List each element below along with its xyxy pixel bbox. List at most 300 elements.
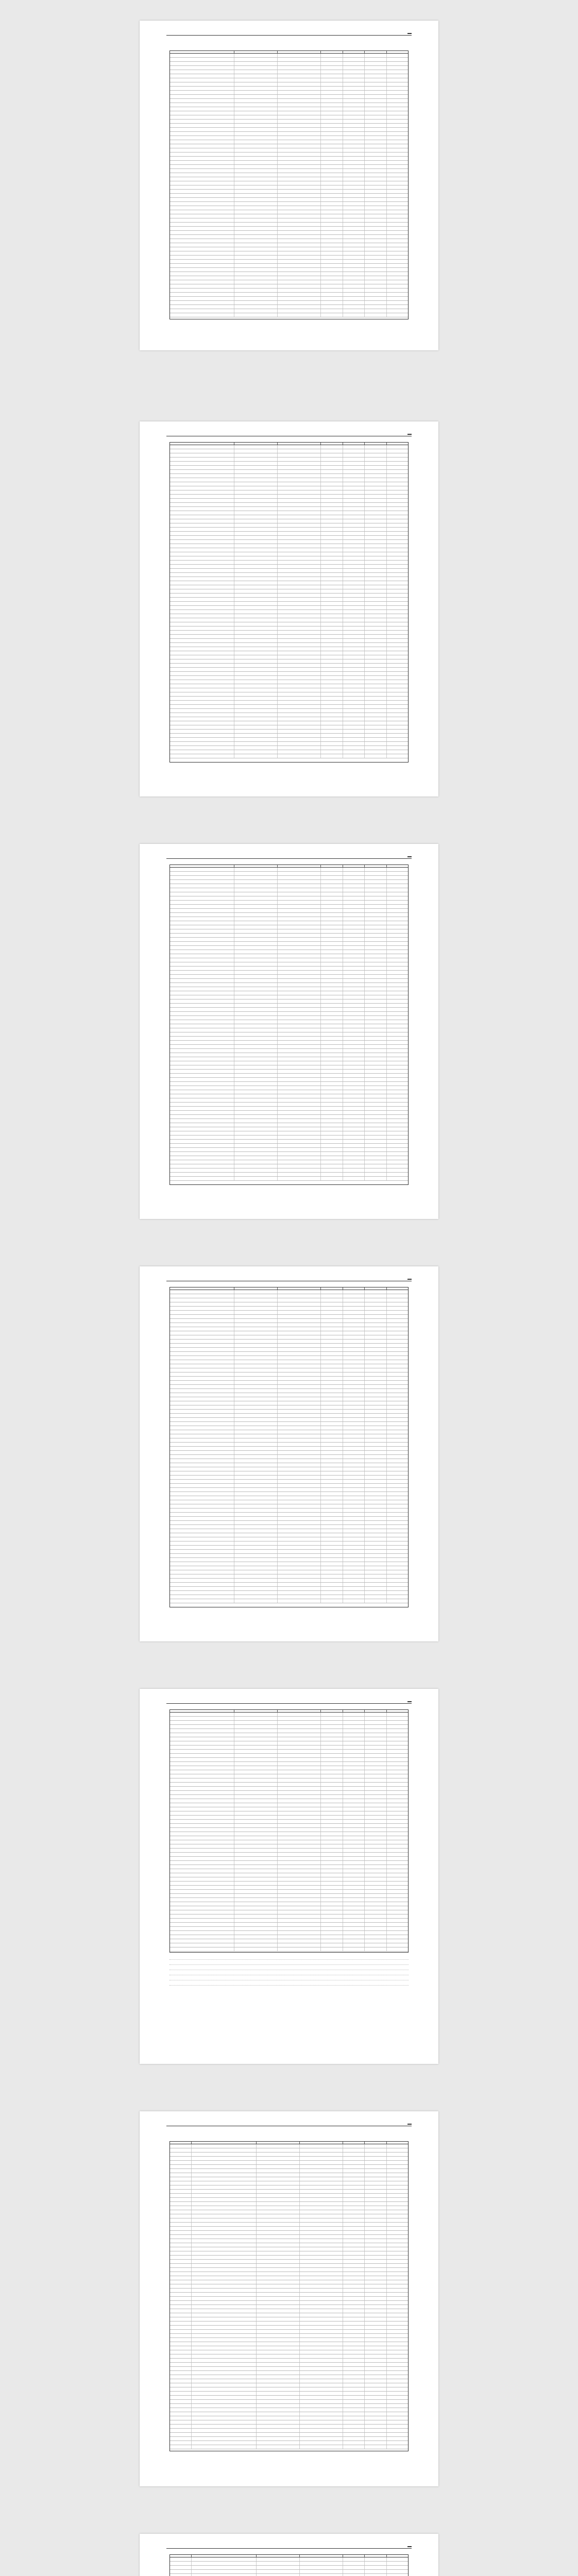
table-cell bbox=[387, 1537, 408, 1541]
table-row bbox=[170, 1049, 408, 1053]
table-cell bbox=[365, 2363, 386, 2366]
price-table bbox=[169, 2141, 409, 2451]
table-cell bbox=[278, 1783, 321, 1786]
table-row bbox=[170, 1418, 408, 1422]
table-cell bbox=[387, 2379, 408, 2383]
table-cell bbox=[170, 697, 234, 700]
table-cell bbox=[170, 1045, 234, 1048]
table-cell bbox=[257, 2566, 300, 2569]
table-cell bbox=[170, 1857, 234, 1860]
table-row bbox=[170, 2321, 408, 2326]
table-cell bbox=[321, 581, 343, 585]
table-cell bbox=[170, 565, 234, 568]
table-cell bbox=[343, 2313, 365, 2317]
table-cell bbox=[170, 503, 234, 506]
table-cell bbox=[343, 958, 365, 962]
table-cell bbox=[234, 1849, 278, 1852]
table-cell bbox=[343, 1500, 365, 1504]
table-row bbox=[170, 1331, 408, 1335]
table-cell bbox=[343, 651, 365, 655]
table-cell bbox=[387, 256, 408, 259]
table-cell bbox=[234, 971, 278, 974]
table-cell bbox=[234, 115, 278, 119]
table-cell bbox=[343, 1156, 365, 1160]
table-cell bbox=[321, 1041, 343, 1044]
table-cell bbox=[170, 482, 234, 486]
table-row bbox=[170, 709, 408, 713]
table-cell bbox=[192, 2354, 256, 2358]
table-cell bbox=[387, 1372, 408, 1376]
table-cell bbox=[365, 1119, 386, 1123]
table-row bbox=[170, 1517, 408, 1521]
table-row bbox=[170, 1476, 408, 1480]
table-cell bbox=[365, 1873, 386, 1877]
table-cell bbox=[343, 1327, 365, 1331]
table-cell bbox=[387, 276, 408, 280]
table-cell bbox=[170, 1319, 234, 1323]
table-cell bbox=[321, 264, 343, 267]
table-cell bbox=[365, 140, 386, 144]
table-cell bbox=[170, 1919, 234, 1922]
table-cell bbox=[278, 256, 321, 259]
table-cell bbox=[387, 2190, 408, 2193]
table-cell bbox=[234, 692, 278, 696]
table-cell bbox=[321, 1111, 343, 1114]
table-cell bbox=[343, 1787, 365, 1790]
table-cell bbox=[387, 120, 408, 123]
table-cell bbox=[321, 598, 343, 601]
table-cell bbox=[170, 602, 234, 605]
table-row bbox=[170, 2260, 408, 2264]
table-cell bbox=[365, 643, 386, 647]
table-cell bbox=[170, 1770, 234, 1774]
table-cell bbox=[170, 639, 234, 642]
table-cell bbox=[300, 2293, 343, 2296]
table-cell bbox=[387, 2354, 408, 2358]
table-cell bbox=[365, 1919, 386, 1922]
table-cell bbox=[321, 569, 343, 572]
table-cell bbox=[321, 1869, 343, 1873]
table-cell bbox=[170, 210, 234, 214]
table-cell bbox=[234, 1119, 278, 1123]
table-cell bbox=[387, 1795, 408, 1799]
table-row bbox=[170, 1119, 408, 1123]
table-row bbox=[170, 1148, 408, 1152]
table-cell bbox=[278, 1302, 321, 1306]
table-cell bbox=[278, 1311, 321, 1314]
table-cell bbox=[234, 1476, 278, 1479]
table-cell bbox=[321, 1090, 343, 1094]
table-cell bbox=[170, 1566, 234, 1570]
table-cell bbox=[234, 1898, 278, 1902]
table-cell bbox=[365, 482, 386, 486]
table-cell bbox=[387, 462, 408, 465]
table-cell bbox=[321, 1443, 343, 1446]
table-cell bbox=[234, 552, 278, 556]
table-cell bbox=[234, 1315, 278, 1318]
table-cell bbox=[321, 1717, 343, 1720]
page-header bbox=[166, 430, 412, 436]
table-cell bbox=[278, 1558, 321, 1562]
table-cell bbox=[321, 1820, 343, 1823]
table-cell bbox=[234, 148, 278, 152]
table-cell bbox=[343, 565, 365, 568]
table-row bbox=[170, 1127, 408, 1131]
table-cell bbox=[343, 1574, 365, 1578]
table-cell bbox=[170, 1529, 234, 1533]
table-cell bbox=[170, 2190, 192, 2193]
table-cell bbox=[234, 474, 278, 478]
table-cell bbox=[278, 622, 321, 626]
table-cell bbox=[365, 1443, 386, 1446]
table-cell bbox=[387, 1783, 408, 1786]
table-row bbox=[170, 161, 408, 165]
table-cell bbox=[387, 1886, 408, 1889]
table-cell bbox=[234, 1554, 278, 1557]
table-cell bbox=[234, 1754, 278, 1757]
table-cell bbox=[192, 2247, 256, 2251]
table-cell bbox=[170, 1057, 234, 1061]
table-cell bbox=[300, 2562, 343, 2565]
table-row bbox=[170, 1364, 408, 1368]
table-row bbox=[170, 1041, 408, 1045]
table-cell bbox=[170, 309, 234, 313]
table-cell bbox=[365, 227, 386, 230]
table-cell bbox=[343, 173, 365, 177]
table-cell bbox=[343, 1098, 365, 1102]
table-cell bbox=[321, 152, 343, 156]
table-cell bbox=[234, 1340, 278, 1343]
table-cell bbox=[192, 2148, 256, 2152]
table-cell bbox=[170, 2338, 192, 2342]
table-cell bbox=[234, 1177, 278, 1180]
table-cell bbox=[321, 905, 343, 908]
table-row bbox=[170, 1774, 408, 1778]
table-cell bbox=[234, 668, 278, 671]
table-cell bbox=[343, 128, 365, 131]
table-row bbox=[170, 1397, 408, 1401]
table-cell bbox=[365, 983, 386, 987]
price-table bbox=[169, 865, 409, 1185]
table-cell bbox=[387, 1890, 408, 1893]
table-cell bbox=[234, 1078, 278, 1081]
table-cell bbox=[365, 2317, 386, 2321]
table-cell bbox=[343, 1447, 365, 1450]
table-row bbox=[170, 2570, 408, 2574]
table-cell bbox=[365, 1381, 386, 1384]
table-cell bbox=[387, 2392, 408, 2395]
table-cell bbox=[365, 1570, 386, 1574]
table-row bbox=[170, 1919, 408, 1923]
table-cell bbox=[170, 2297, 192, 2300]
table-cell bbox=[343, 1364, 365, 1368]
table-cell bbox=[387, 2218, 408, 2222]
table-cell bbox=[300, 2387, 343, 2391]
table-cell bbox=[170, 190, 234, 193]
table-cell bbox=[343, 2342, 365, 2346]
table-cell bbox=[170, 2321, 192, 2325]
table-cell bbox=[321, 626, 343, 630]
table-cell bbox=[278, 701, 321, 704]
table-cell bbox=[343, 2161, 365, 2164]
table-cell bbox=[234, 528, 278, 531]
table-cell bbox=[387, 95, 408, 98]
table-cell bbox=[300, 2445, 343, 2449]
table-cell bbox=[321, 1513, 343, 1516]
table-cell bbox=[387, 198, 408, 201]
table-cell bbox=[365, 631, 386, 634]
table-cell bbox=[343, 738, 365, 741]
table-cell bbox=[234, 581, 278, 585]
table-cell bbox=[234, 1160, 278, 1164]
table-row bbox=[170, 1721, 408, 1725]
table-row bbox=[170, 1455, 408, 1459]
table-cell bbox=[257, 2165, 300, 2168]
table-cell bbox=[321, 1061, 343, 1065]
table-row bbox=[170, 1020, 408, 1024]
table-cell bbox=[170, 1041, 234, 1044]
table-cell bbox=[343, 1550, 365, 1553]
table-cell bbox=[300, 2420, 343, 2424]
table-cell bbox=[278, 954, 321, 958]
table-row bbox=[170, 1745, 408, 1750]
table-row bbox=[170, 453, 408, 457]
table-cell bbox=[278, 1397, 321, 1401]
table-cell bbox=[234, 618, 278, 622]
table-row bbox=[170, 1816, 408, 1820]
table-row bbox=[170, 742, 408, 746]
table-row bbox=[170, 449, 408, 453]
table-cell bbox=[365, 1422, 386, 1426]
table-cell bbox=[321, 161, 343, 164]
table-row bbox=[170, 1574, 408, 1579]
table-cell bbox=[170, 1410, 234, 1413]
table-row bbox=[170, 523, 408, 528]
table-cell bbox=[387, 880, 408, 884]
table-cell bbox=[234, 1360, 278, 1364]
table-cell bbox=[170, 1587, 234, 1590]
table-cell bbox=[300, 2161, 343, 2164]
table-row bbox=[170, 1323, 408, 1327]
table-cell bbox=[387, 1774, 408, 1778]
table-cell bbox=[278, 692, 321, 696]
table-cell bbox=[365, 243, 386, 247]
table-cell bbox=[387, 2289, 408, 2292]
table-row bbox=[170, 536, 408, 540]
table-cell bbox=[343, 260, 365, 263]
table-cell bbox=[365, 946, 386, 950]
table-cell bbox=[387, 589, 408, 593]
table-cell bbox=[234, 999, 278, 1003]
table-cell bbox=[278, 1861, 321, 1865]
table-cell bbox=[234, 577, 278, 581]
table-cell bbox=[170, 2425, 192, 2428]
table-cell bbox=[365, 684, 386, 688]
price-table bbox=[169, 1287, 409, 1607]
table-cell bbox=[343, 210, 365, 214]
table-cell bbox=[192, 2371, 256, 2375]
table-cell bbox=[343, 1521, 365, 1524]
table-cell bbox=[300, 2260, 343, 2263]
table-cell bbox=[170, 74, 234, 78]
table-row bbox=[170, 1750, 408, 1754]
table-cell bbox=[278, 1352, 321, 1355]
table-cell bbox=[343, 1385, 365, 1388]
table-cell bbox=[343, 486, 365, 490]
table-cell bbox=[321, 606, 343, 609]
table-cell bbox=[278, 1115, 321, 1118]
table-cell bbox=[300, 2412, 343, 2416]
table-cell bbox=[300, 2272, 343, 2276]
table-cell bbox=[278, 1323, 321, 1327]
table-cell bbox=[321, 888, 343, 892]
table-cell bbox=[278, 157, 321, 160]
table-cell bbox=[387, 921, 408, 925]
table-cell bbox=[343, 2338, 365, 2342]
table-cell bbox=[365, 573, 386, 577]
table-cell bbox=[321, 173, 343, 177]
table-cell bbox=[365, 214, 386, 218]
table-cell bbox=[365, 1004, 386, 1007]
table-cell bbox=[343, 2280, 365, 2284]
table-cell bbox=[387, 598, 408, 601]
table-cell bbox=[365, 1906, 386, 1910]
table-cell bbox=[234, 1579, 278, 1582]
table-cell bbox=[387, 474, 408, 478]
table-cell bbox=[343, 297, 365, 300]
table-cell bbox=[170, 2144, 192, 2148]
table-cell bbox=[321, 713, 343, 717]
table-cell bbox=[343, 962, 365, 966]
table-cell bbox=[343, 457, 365, 461]
table-cell bbox=[321, 692, 343, 696]
table-cell bbox=[343, 2223, 365, 2226]
table-cell bbox=[365, 2264, 386, 2267]
table-cell bbox=[343, 614, 365, 618]
table-cell bbox=[365, 1840, 386, 1844]
table-cell bbox=[234, 684, 278, 688]
table-cell bbox=[170, 909, 234, 912]
table-cell bbox=[387, 892, 408, 896]
table-row bbox=[170, 2371, 408, 2375]
table-cell bbox=[321, 1476, 343, 1479]
table-cell bbox=[321, 1927, 343, 1930]
table-cell bbox=[365, 905, 386, 908]
table-cell bbox=[321, 239, 343, 243]
table-cell bbox=[387, 540, 408, 544]
table-cell bbox=[234, 1393, 278, 1397]
table-cell bbox=[365, 2206, 386, 2210]
table-cell bbox=[170, 536, 234, 539]
table-cell bbox=[170, 2326, 192, 2329]
table-row bbox=[170, 2305, 408, 2309]
table-cell bbox=[343, 589, 365, 593]
table-row bbox=[170, 1762, 408, 1766]
table-row bbox=[170, 1824, 408, 1828]
table-cell bbox=[321, 528, 343, 531]
table-cell bbox=[234, 511, 278, 515]
table-cell bbox=[387, 610, 408, 614]
table-cell bbox=[365, 2157, 386, 2160]
table-row bbox=[170, 1430, 408, 1434]
table-cell bbox=[300, 2297, 343, 2300]
table-cell bbox=[170, 987, 234, 991]
table-row bbox=[170, 1509, 408, 1513]
table-cell bbox=[170, 544, 234, 548]
table-row bbox=[170, 144, 408, 148]
table-cell bbox=[234, 1422, 278, 1426]
table-cell bbox=[321, 499, 343, 502]
table-cell bbox=[321, 647, 343, 651]
table-cell bbox=[257, 2173, 300, 2177]
table-row bbox=[170, 684, 408, 688]
table-cell bbox=[321, 1857, 343, 1860]
table-cell bbox=[343, 1443, 365, 1446]
table-cell bbox=[387, 1327, 408, 1331]
table-cell bbox=[278, 602, 321, 605]
table-cell bbox=[365, 1783, 386, 1786]
table-row bbox=[170, 136, 408, 140]
table-cell bbox=[343, 598, 365, 601]
table-cell bbox=[365, 185, 386, 189]
table-cell bbox=[170, 664, 234, 667]
table-cell bbox=[365, 1533, 386, 1537]
table-cell bbox=[387, 297, 408, 300]
table-body bbox=[170, 54, 408, 319]
table-cell bbox=[278, 987, 321, 991]
table-cell bbox=[170, 1923, 234, 1926]
table-cell bbox=[343, 2173, 365, 2177]
table-cell bbox=[170, 2239, 192, 2243]
table-cell bbox=[387, 1939, 408, 1943]
table-row bbox=[170, 1160, 408, 1164]
table-cell bbox=[170, 1476, 234, 1479]
table-cell bbox=[170, 1517, 234, 1520]
table-cell bbox=[387, 2574, 408, 2576]
table-cell bbox=[278, 99, 321, 103]
table-cell bbox=[343, 655, 365, 659]
table-cell bbox=[170, 917, 234, 921]
table-cell bbox=[321, 1164, 343, 1168]
table-row bbox=[170, 1844, 408, 1849]
table-cell bbox=[170, 2181, 192, 2185]
table-row bbox=[170, 610, 408, 614]
table-cell bbox=[321, 1529, 343, 1533]
table-cell bbox=[278, 1525, 321, 1529]
table-cell bbox=[192, 2566, 256, 2569]
table-cell bbox=[278, 1517, 321, 1520]
table-cell bbox=[321, 82, 343, 86]
table-row bbox=[170, 185, 408, 190]
table-cell bbox=[170, 2169, 192, 2173]
table-cell bbox=[170, 1906, 234, 1910]
table-cell bbox=[387, 1037, 408, 1040]
table-cell bbox=[257, 2363, 300, 2366]
table-cell bbox=[278, 1799, 321, 1803]
table-row bbox=[170, 876, 408, 880]
table-cell bbox=[321, 725, 343, 729]
table-cell bbox=[387, 272, 408, 276]
table-cell bbox=[321, 1791, 343, 1794]
table-cell bbox=[321, 585, 343, 589]
table-cell bbox=[170, 1168, 234, 1172]
table-cell bbox=[257, 2301, 300, 2304]
table-cell bbox=[387, 2363, 408, 2366]
table-cell bbox=[170, 449, 234, 453]
table-cell bbox=[365, 1037, 386, 1040]
table-cell bbox=[365, 2429, 386, 2432]
table-cell bbox=[343, 680, 365, 684]
